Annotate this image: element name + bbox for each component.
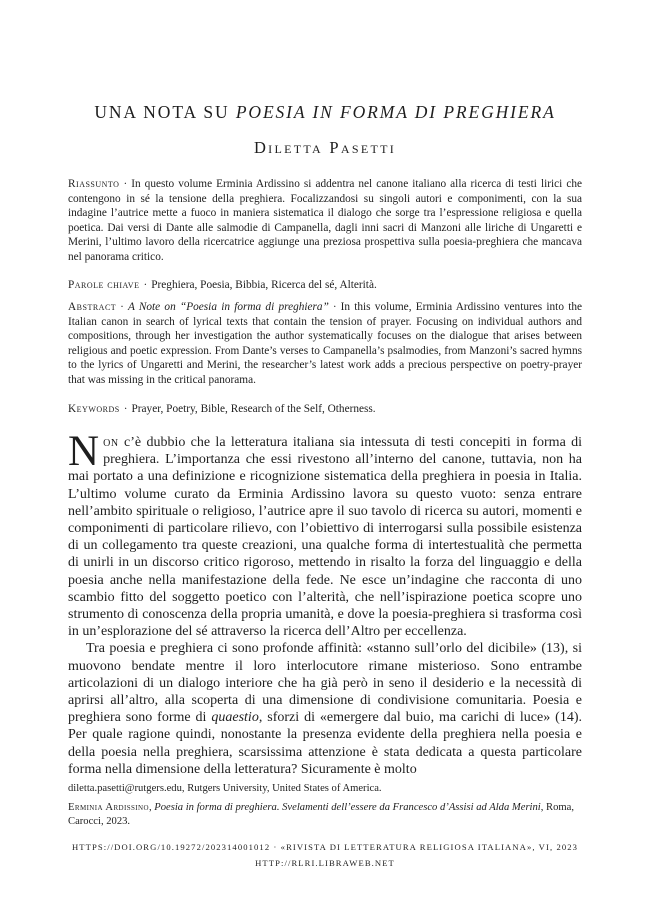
parole-chiave-text: Preghiera, Poesia, Bibbia, Ricerca del sé, Alterità. (151, 279, 377, 291)
paragraph-2-italic: quaestio (211, 710, 259, 726)
paragraph-2-text-b: , sforzi di «emergere dal buio, ma carichi di luce» (14). Per quale ragione quindi, nonostante la presenza evidente della preghiera nella poesia e della poesia nella preghiera, scarsissima attenzione è stata dedicata a questa particolare forma nella dimensione della letteratura? Sicuramente è molto (68, 710, 582, 777)
abstract-title: A Note on “Poesia in forma di preghiera” (127, 301, 329, 313)
riassunto-label: Riassunto (68, 178, 120, 190)
paragraph-2 (68, 640, 582, 778)
separator-dot: · (120, 301, 124, 313)
abstract-block (68, 300, 582, 388)
article-title (0, 101, 650, 123)
opening-small-caps: on (103, 435, 119, 450)
paragraph-1-text: c’è dubbio che la letteratura italiana sia intessuta di testi concepiti in forma di preghiera. L’importanza che essi rivestono all’interno del canone, tuttavia, non ha mai portato a una definizione e ricognizione sistematica della preghiera in poesia in Italia. L’ultimo volume curato da Erminia Ardissino lavora su questo vuoto: senza entrare nell’ambito spirituale o religioso, l’autrice apre il suo tavolo di ricerca su autori, momenti e componimenti di particolare rilievo, con l’obiettivo di interrogarsi sulla possibile esistenza di un collegamento tra queste creazioni, una qualche forma di intertestualità che permetta di unirli in un discorso critico rigoroso, mettendo in risalto la forza del linguaggio e della poesia anche nella manifestazione della fede. Ne esce un’indagine che racconta di uno scambio fitto del soggetto poetico con l’alterità, che nell’ispirazione poetica scopre uno strumento di conoscenza della propria umanità, e dove la poesia-preghiera si trasforma così in un’esplorazione del sé attraverso la ricerca dell’Altro per eccellenza. (68, 435, 582, 640)
keywords-block (68, 402, 582, 417)
title-plain-part: UNA NOTA SU (94, 102, 236, 122)
reference-publisher: , Roma, Carocci, 2023. (68, 801, 575, 827)
footer-doi-line: HTTPS://DOI.ORG/10.19272/202314001012 · «RIVISTA DI LETTERATURA RELIGIOSA ITALIANA», VI, 2023 (71, 842, 579, 852)
parole-chiave-label: Parole chiave (68, 279, 140, 291)
riassunto-text: In questo volume Erminia Ardissino si addentra nel canone italiano alla ricerca di testi lirici che contengono in sé la tensione della preghiera. Focalizzandosi su singoli autori e componimenti, con la sua indagine l’autrice mette a fuoco in maniera sistematica il dialogo che sorge tra l’espressione religiosa e quella poetica. Dai versi di Dante alle salmodie di Campanella, dagli inni sacri di Manzoni alle liriche di Ungaretti e Merini, l’ultimo lavoro della ricercatrice aggiunge una preziosa prospettiva sulla poesia-preghiera che mancava nel panorama critico. (68, 178, 582, 263)
riassunto-block (68, 177, 582, 265)
reference-note (68, 801, 582, 830)
separator-dot: · (123, 178, 128, 190)
body-text (68, 428, 582, 778)
separator-dot: · (332, 301, 337, 313)
reference-author: Erminia Ardissino (68, 801, 149, 813)
drop-cap: N (68, 428, 100, 475)
separator-dot: · (143, 279, 148, 291)
keywords-text: Prayer, Poetry, Bible, Research of the Self, Otherness. (131, 403, 376, 415)
parole-chiave-block (68, 278, 582, 293)
separator-dot: · (123, 403, 128, 415)
author-name: Diletta Pasetti (253, 138, 397, 157)
reference-comma: , (148, 801, 155, 813)
reference-title: Poesia in forma di preghiera. Svelamenti dell’essere da Francesco d’Assisi ad Alda Merini (154, 801, 541, 813)
footnotes (68, 782, 582, 830)
title-italic-part: POESIA IN FORMA DI PREGHIERA (235, 102, 556, 122)
paragraph-2-text-a: Tra poesia e preghiera ci sono profonde affinità: «stanno sull’orlo del dicibile» (13), si muovono bendate mentre il loro interlocutore rimane misterioso. Sono entrambe articolazioni di un dialogo interiore che ha già però in seno il desiderio e la necessità di aprirsi all’altro, alla scoperta di una dimensione di condivisione comunitaria. Poesia e preghiera sono forme di (68, 641, 582, 726)
paragraph-1 (68, 428, 582, 640)
keywords-label: Keywords (68, 403, 120, 415)
affiliation-note: diletta.pasetti@rutgers.edu, Rutgers University, United States of America. (68, 783, 382, 794)
footer-url-line: HTTP://RLRI.LIBRAWEB.NET (255, 858, 395, 868)
abstract-label: Abstract (68, 301, 117, 313)
abstract-text: In this volume, Erminia Ardissino ventures into the Italian canon in search of lyrical texts that contain the tension of prayer. Focusing on individual authors and compositions, through her investigation the author systematically focuses on the dialogue that arises between religious and poetic expression. From Dante’s verses to Campanella’s psalmodies, from Manzoni’s sacred hymns to the lyrics of Ungaretti and Merini, the researcher’s latest work adds a precious perspective on poetry-prayer that was missing in the critical panorama. (68, 301, 582, 386)
